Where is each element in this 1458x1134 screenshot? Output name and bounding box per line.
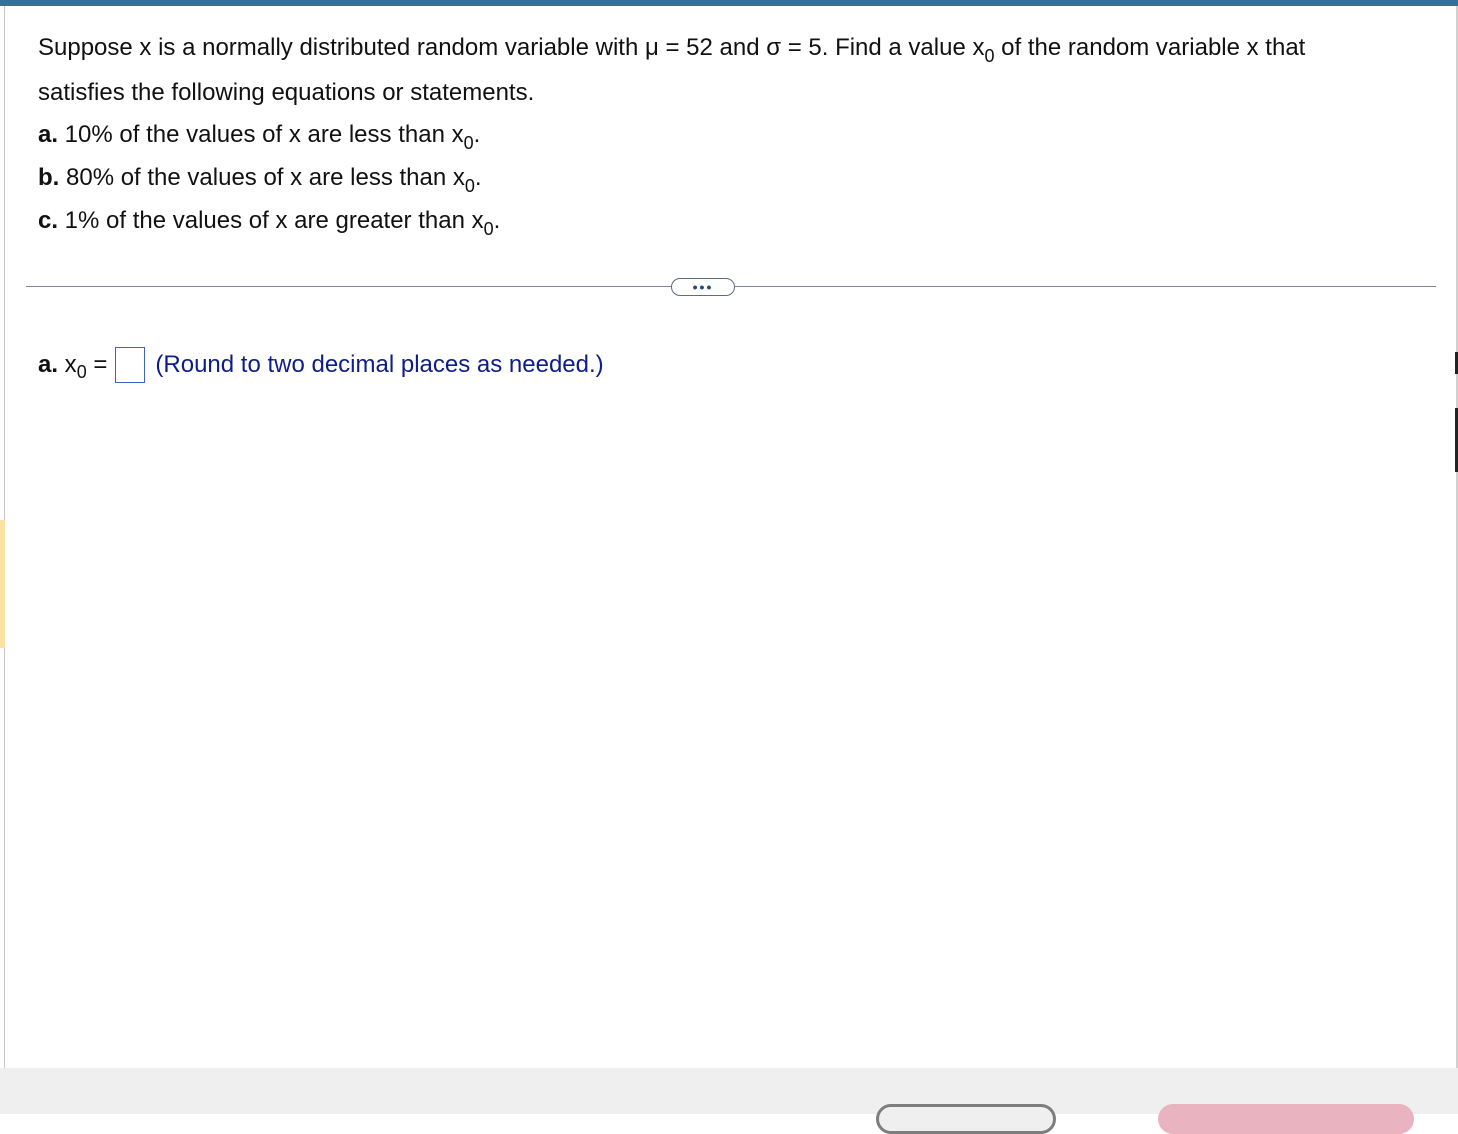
answer-label (38, 351, 108, 382)
item-label: a. (38, 121, 59, 148)
equals-sign: = (86, 351, 108, 378)
question-intro (38, 26, 1428, 71)
subscript: 0 (463, 133, 474, 153)
question-item-c (38, 200, 1428, 243)
left-highlight-strip (0, 520, 5, 648)
footer-primary-button[interactable] (1158, 1104, 1414, 1134)
footer-secondary-button[interactable] (876, 1104, 1056, 1134)
question-intro-line2: satisfies the following equations or statements. (38, 79, 535, 106)
expand-more-button[interactable] (671, 278, 735, 296)
intro-text-cont: of the random variable x that (994, 34, 1306, 61)
subscript: 0 (984, 46, 995, 66)
question-item-b (38, 157, 1428, 200)
item-label: b. (38, 164, 60, 191)
item-end: . (474, 164, 482, 191)
item-end: . (473, 121, 481, 148)
subscript: 0 (76, 362, 87, 382)
answer-part-label: a. (38, 351, 59, 378)
subscript: 0 (464, 176, 475, 196)
item-text: 80% of the values of x are less than x (59, 164, 465, 191)
question-item-a (38, 114, 1428, 157)
answer-row (38, 344, 604, 386)
ellipsis-icon: ••• (692, 279, 714, 295)
item-end: . (493, 207, 501, 234)
item-label: c. (38, 207, 59, 234)
item-text: 1% of the values of x are greater than x (58, 207, 484, 234)
subscript: 0 (483, 219, 494, 239)
answer-variable: x (58, 351, 77, 378)
intro-text: Suppose x is a normally distributed random variable with μ = 52 and σ = 5. Find a value x (38, 34, 985, 61)
answer-input[interactable] (115, 347, 145, 383)
top-accent-bar (0, 0, 1458, 6)
rounding-hint: (Round to two decimal places as needed.) (155, 351, 604, 378)
question-text (38, 26, 1428, 243)
item-text: 10% of the values of x are less than x (58, 121, 464, 148)
